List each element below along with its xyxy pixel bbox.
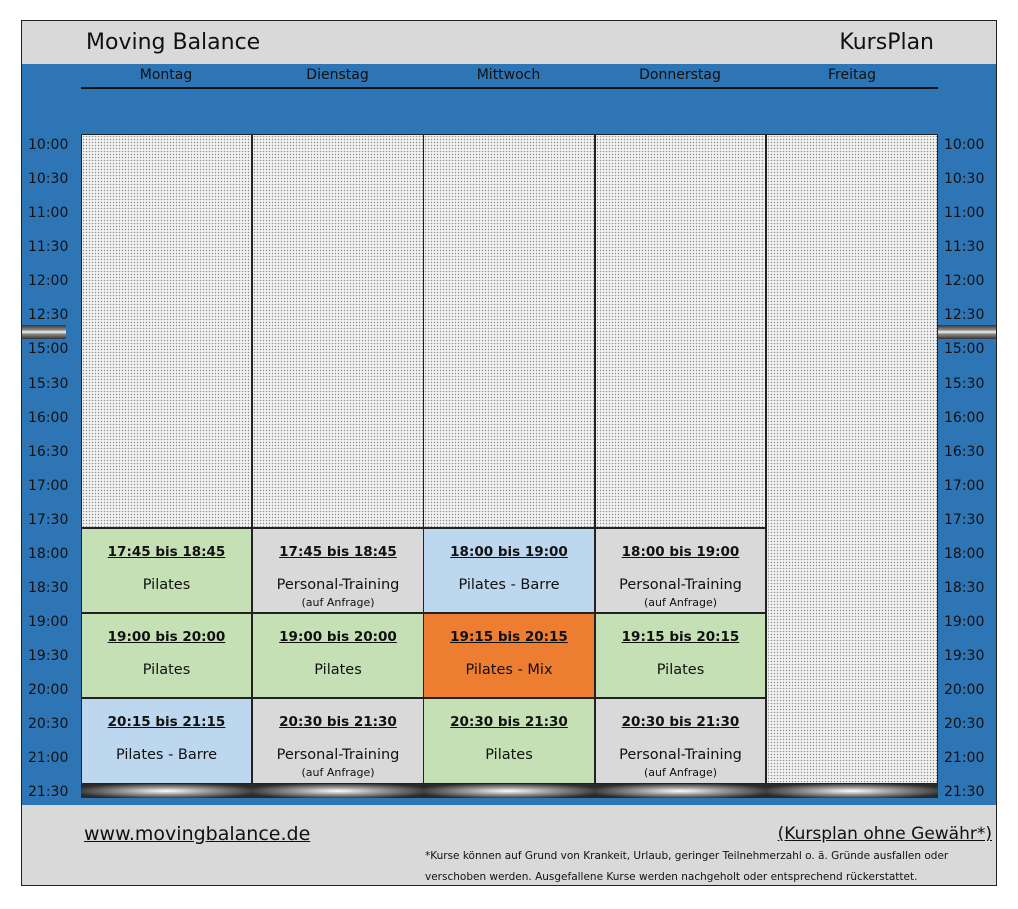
course-name: Pilates - Barre: [458, 577, 560, 593]
time-label: 12:00: [944, 273, 985, 289]
course-time: 17:45 bis 18:45: [107, 544, 226, 560]
course-montag-2[interactable]: [81, 613, 252, 698]
time-label: 11:00: [944, 205, 985, 221]
time-label: 10:30: [944, 171, 985, 187]
time-label: 18:30: [28, 580, 69, 596]
day-header-freitag: Freitag: [828, 67, 876, 83]
time-gap-separator-left: [22, 325, 66, 339]
course-time: 19:15 bis 20:15: [450, 629, 568, 645]
course-time: 19:15 bis 20:15: [621, 629, 740, 645]
bottom-bar-mittwoch: [423, 784, 595, 798]
course-time: 20:30 bis 21:30: [450, 714, 568, 730]
course-time: 20:15 bis 21:15: [107, 714, 226, 730]
course-donnerstag-2[interactable]: [595, 613, 766, 698]
empty-slot-donnerstag: [595, 134, 766, 528]
time-label: 20:00: [28, 682, 69, 698]
time-label: 21:30: [944, 784, 985, 800]
day-header-dienstag: Dienstag: [306, 67, 369, 83]
footnote-line-2: verschoben werden. Ausgefallene Kurse werden nachgeholt oder entsprechend rückerstattet.: [425, 871, 918, 883]
day-header-montag: Montag: [139, 67, 193, 83]
time-gap-separator-right: [938, 325, 996, 339]
time-label: 17:30: [28, 512, 69, 528]
course-name: Pilates - Mix: [465, 662, 553, 678]
page-title: KursPlan: [839, 30, 934, 55]
footnote-line-1: *Kurse können auf Grund von Krankeit, Urlaub, geringer Teilnehmerzahl o. ä. Gründe ausfallen oder: [425, 850, 949, 862]
time-label: 11:30: [28, 239, 69, 255]
course-time: 18:00 bis 19:00: [450, 544, 568, 560]
course-note: (auf Anfrage): [643, 766, 718, 779]
time-label: 15:00: [28, 341, 69, 357]
time-label: 19:00: [28, 614, 69, 630]
course-name: Pilates: [142, 577, 191, 593]
course-time: 20:30 bis 21:30: [621, 714, 740, 730]
empty-slot-montag: [81, 134, 252, 528]
disclaimer: (Kursplan ohne Gewähr*): [777, 824, 992, 844]
course-mittwoch-3[interactable]: [423, 698, 595, 784]
course-dienstag-1[interactable]: [252, 528, 424, 613]
empty-slot-freitag: [766, 134, 938, 784]
course-name: Personal-Training: [276, 577, 400, 593]
time-label: 17:00: [28, 478, 69, 494]
bottom-bar-dienstag: [252, 784, 424, 798]
bottom-bar-freitag: [766, 784, 938, 798]
course-time: 17:45 bis 18:45: [279, 544, 397, 560]
brand-name: Moving Balance: [86, 30, 261, 55]
course-note: (auf Anfrage): [643, 596, 718, 609]
course-dienstag-2[interactable]: [252, 613, 424, 698]
schedule-frame: [21, 20, 997, 886]
course-time: 18:00 bis 19:00: [621, 544, 740, 560]
course-name: Pilates: [142, 662, 191, 678]
day-header-divider: [81, 87, 938, 89]
time-label: 21:30: [28, 784, 69, 800]
time-label: 12:30: [28, 307, 69, 323]
time-label: 11:30: [944, 239, 985, 255]
time-label: 12:30: [944, 307, 985, 323]
time-label: 15:00: [944, 341, 985, 357]
website-link[interactable]: www.movingbalance.de: [84, 823, 311, 845]
time-label: 19:00: [944, 614, 985, 630]
time-label: 17:30: [944, 512, 985, 528]
course-name: Pilates: [314, 662, 362, 678]
empty-slot-dienstag: [252, 134, 424, 528]
day-header-donnerstag: Donnerstag: [639, 67, 721, 83]
bottom-bar-donnerstag: [595, 784, 766, 798]
time-label: 21:00: [944, 750, 985, 766]
time-label: 10:00: [944, 137, 985, 153]
course-name: Pilates: [656, 662, 705, 678]
time-label: 19:30: [944, 648, 985, 664]
time-label: 18:00: [944, 546, 985, 562]
time-label: 21:00: [28, 750, 69, 766]
time-label: 20:00: [944, 682, 985, 698]
empty-slot-mittwoch: [423, 134, 595, 528]
time-label: 12:00: [28, 273, 69, 289]
course-name: Pilates: [485, 747, 533, 763]
course-dienstag-3[interactable]: [252, 698, 424, 784]
course-time: 20:30 bis 21:30: [279, 714, 397, 730]
footer: [22, 805, 996, 885]
course-name: Pilates - Barre: [115, 747, 218, 763]
time-label: 16:00: [28, 410, 69, 426]
course-time: 19:00 bis 20:00: [107, 629, 226, 645]
course-donnerstag-3[interactable]: [595, 698, 766, 784]
course-name: Personal-Training: [619, 747, 742, 763]
time-label: 19:30: [28, 648, 69, 664]
time-label: 15:30: [28, 376, 69, 392]
time-label: 20:30: [944, 716, 985, 732]
time-label: 16:30: [944, 444, 985, 460]
course-name: Personal-Training: [276, 747, 400, 763]
day-header-mittwoch: Mittwoch: [476, 67, 541, 83]
time-label: 16:00: [944, 410, 985, 426]
course-montag-1[interactable]: [81, 528, 252, 613]
time-label: 10:00: [28, 137, 69, 153]
time-label: 16:30: [28, 444, 69, 460]
bottom-bar-montag: [81, 784, 252, 798]
time-label: 11:00: [28, 205, 69, 221]
course-mittwoch-1[interactable]: [423, 528, 595, 613]
course-note: (auf Anfrage): [301, 766, 375, 779]
course-donnerstag-1[interactable]: [595, 528, 766, 613]
time-label: 18:00: [28, 546, 69, 562]
time-label: 10:30: [28, 171, 69, 187]
schedule-board: [22, 64, 996, 805]
course-mittwoch-2[interactable]: [423, 613, 595, 698]
header: [22, 21, 996, 64]
course-time: 19:00 bis 20:00: [279, 629, 397, 645]
time-label: 20:30: [28, 716, 69, 732]
course-note: (auf Anfrage): [301, 596, 375, 609]
course-name: Personal-Training: [619, 577, 742, 593]
course-montag-3[interactable]: [81, 698, 252, 784]
time-label: 15:30: [944, 376, 985, 392]
time-label: 18:30: [944, 580, 985, 596]
time-label: 17:00: [944, 478, 985, 494]
